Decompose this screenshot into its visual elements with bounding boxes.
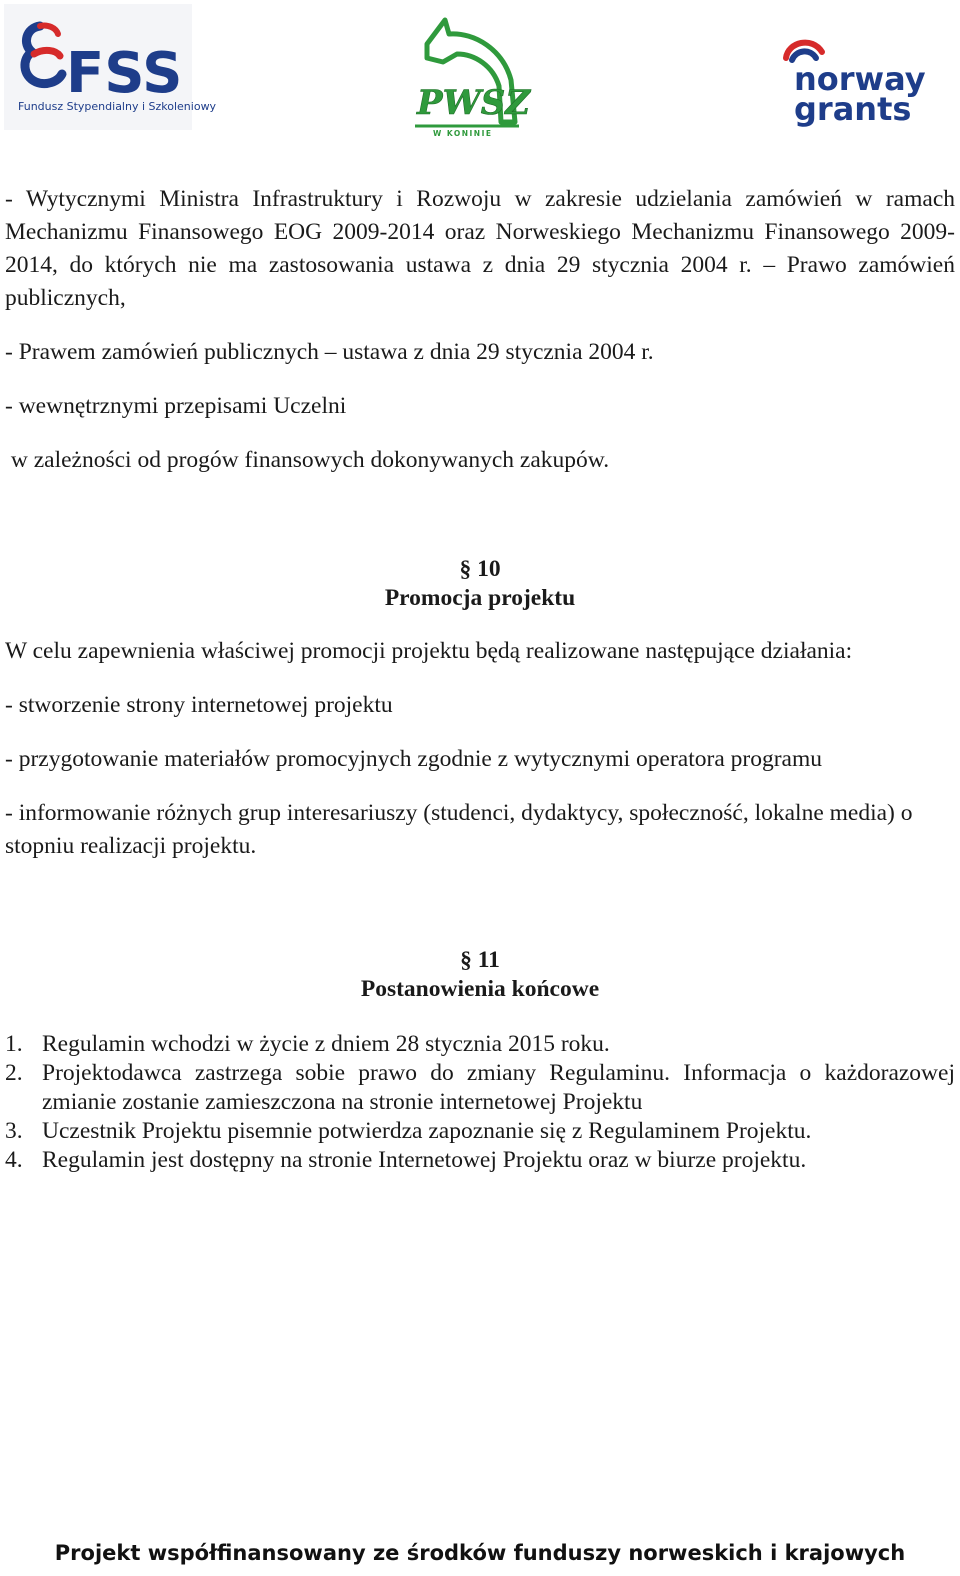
list-item-number: 3. [5,1118,23,1144]
section-10-item-2: - przygotowanie materiałów promocyjnych zgodnie z wytycznymi operatora programu [5,746,822,772]
list-item [5,1059,955,1117]
fss-logo-subtitle: Fundusz Stypendialny i Szkoleniowy [18,100,217,113]
intro-item-4: w zależności od progów finansowych dokonywanych zakupów. [5,447,610,473]
section-10-lead: W celu zapewnienia właściwej promocji projektu będą realizowane następujące działania: [5,638,853,664]
section-10-number: § 10 [459,556,501,582]
pwsz-logo-text: PWSZ [417,83,531,123]
intro-item-3: - wewnętrznymi przepisami Uczelni [5,393,347,419]
list-item [5,1117,955,1146]
fss-logo [4,4,217,130]
list-item [5,1146,955,1175]
section-11-header [5,946,955,1004]
list-item [5,1030,955,1059]
norway-logo-line2: grants [794,90,912,128]
section-11-number: § 11 [460,947,500,973]
list-item-text: Regulamin jest dostępny na stronie Internetowej Projektu oraz w biurze projektu. [42,1147,807,1173]
pwsz-logo [405,14,530,138]
list-item-text: Projektodawca zastrzega sobie prawo do zmiany Regulaminu. Informacja o każdorazowej zmianie zostanie zamieszczona na stronie internetowej Projektu [42,1060,955,1115]
intro-item-1: - Wytycznymi Ministra Infrastruktury i Rozwoju w zakresie udzielania zamówień w ramach Mechanizmu Finansowego EOG 2009-2014 oraz Norweskiego Mechanizmu Finansowego 2009-2014, do których nie ma zastosowania ustawa z dnia 29 stycznia 2004 r. – Prawo zamówień publicznych, [5,186,955,311]
section-11-title: Postanowienia końcowe [360,976,600,1002]
section-10-item-3: - informowanie różnych grup interesariuszy (studenci, dydaktycy, społeczność, lokalne media) o stopniu realizacji projektu. [5,800,913,859]
document-body [5,183,955,1175]
page-footer: Projekt współfinansowany ze środków funduszy norweskich i krajowych [54,1541,906,1565]
norway-logo-line1: norway [794,60,926,98]
page-header [0,0,960,145]
list-item-number: 4. [5,1147,23,1173]
list-item-number: 2. [5,1060,23,1086]
list-item-number: 1. [5,1031,23,1057]
section-10-header [5,555,955,613]
list-item-text: Uczestnik Projektu pisemnie potwierdza zapoznanie się z Regulaminem Projektu. [42,1118,812,1144]
section-10-item-1: - stworzenie strony internetowej projektu [5,692,393,718]
intro-item-2: - Prawem zamówień publicznych – ustawa z dnia 29 stycznia 2004 r. [5,339,654,365]
pwsz-logo-subtitle: W KONINIE [433,129,493,138]
fss-logo-text: FSS [66,41,183,106]
final-provisions-list [5,1030,955,1175]
list-item-text: Regulamin wchodzi w życie z dniem 28 stycznia 2015 roku. [42,1031,610,1057]
norway-grants-logo [778,32,928,127]
section-10-title: Promocja projektu [384,585,576,611]
